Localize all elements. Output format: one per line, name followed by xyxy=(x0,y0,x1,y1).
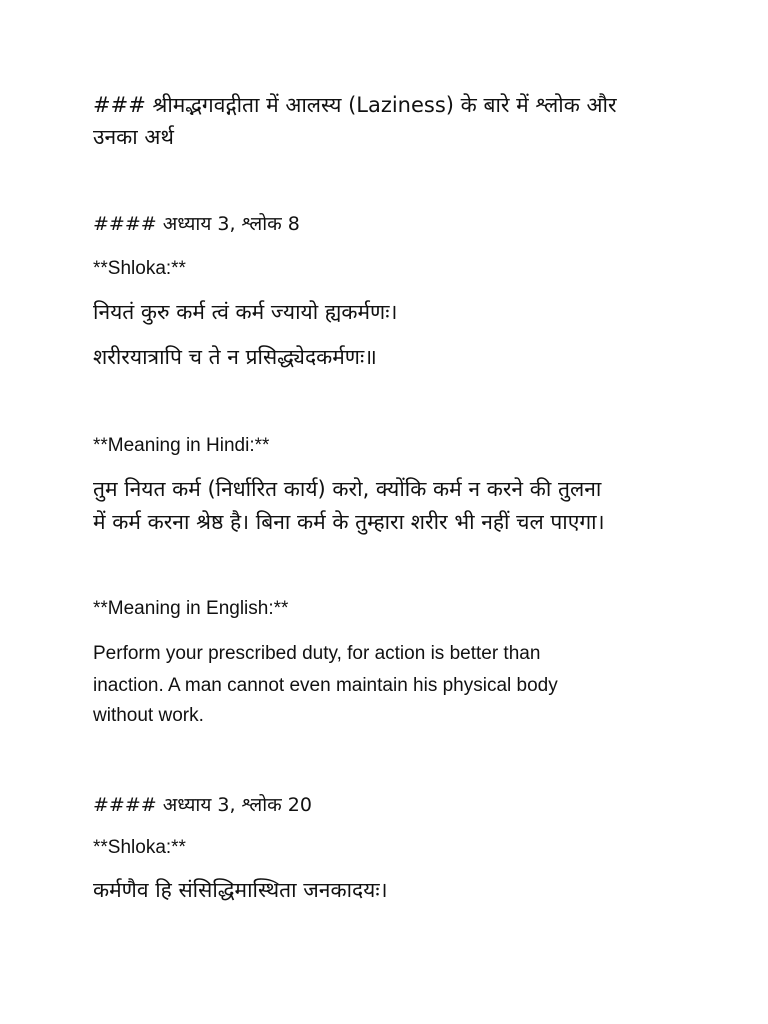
section-1-hindi-line-1: तुम नियत कर्म (निर्धारित कार्य) करो, क्योंकि कर्म न करने की तुलना xyxy=(93,477,602,501)
section-1-english-line-3: without work. xyxy=(93,705,204,726)
section-1-english-line-1: Perform your prescribed duty, for action is better than xyxy=(93,643,541,664)
section-1-shloka-line-2: शरीरयात्रापि च ते न प्रसिद्ध्येदकर्मणः॥ xyxy=(93,345,377,369)
section-2-shloka-label: **Shloka:** xyxy=(93,837,186,858)
section-1-hindi-line-2: में कर्म करना श्रेष्ठ है। बिना कर्म के तुम्हारा शरीर भी नहीं चल पाएगा। xyxy=(93,510,605,534)
section-2-heading: #### अध्याय 3, श्लोक 20 xyxy=(93,794,312,816)
section-1-shloka-line-1: नियतं कुरु कर्म त्वं कर्म ज्यायो ह्यकर्मणः। xyxy=(93,300,398,324)
section-1-english-label: **Meaning in English:** xyxy=(93,598,289,619)
section-1-shloka-label: **Shloka:** xyxy=(93,258,186,279)
page-title-line-1: ### श्रीमद्भगवद्गीता में आलस्य (Laziness) के बारे में श्लोक और xyxy=(93,93,617,117)
section-1-heading: #### अध्याय 3, श्लोक 8 xyxy=(93,213,300,235)
section-1-english-line-2: inaction. A man cannot even maintain his physical body xyxy=(93,675,558,696)
page-title-line-2: उनका अर्थ xyxy=(93,125,174,149)
section-1-hindi-label: **Meaning in Hindi:** xyxy=(93,435,270,456)
section-2-shloka-line-1: कर्मणैव हि संसिद्धिमास्थिता जनकादयः। xyxy=(93,878,388,902)
